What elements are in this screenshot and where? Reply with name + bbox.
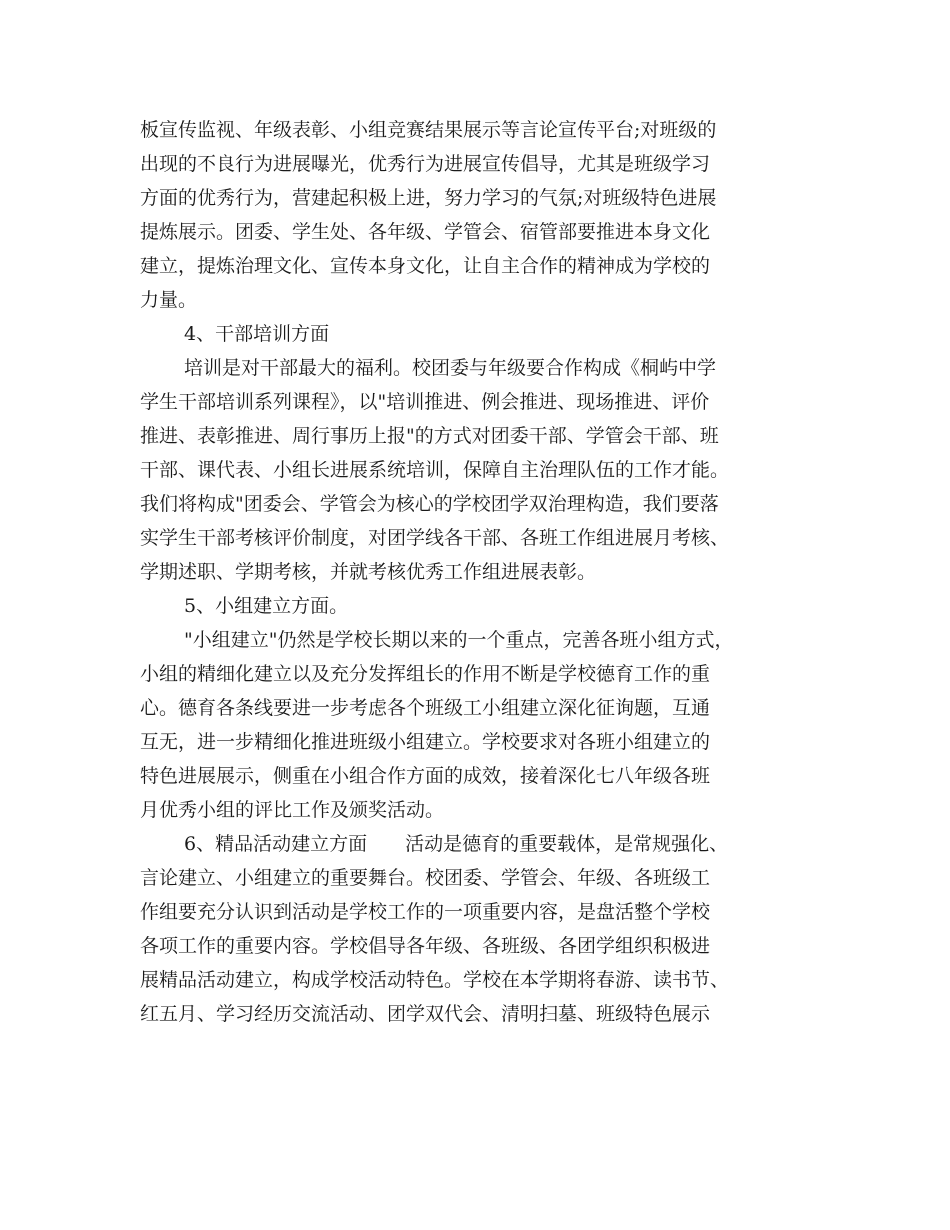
- text-line: 我们将构成"团委会、学管会为核心的学校团学双治理构造，我们要落: [140, 493, 719, 515]
- paragraph-first-line: 培训是对干部最大的福利。校团委与年级要合作构成《桐屿中学: [184, 357, 717, 379]
- text-line: 实学生干部考核评价制度，对团学线各干部、各班工作组进展月考核、: [140, 527, 730, 549]
- text-line: 言论建立、小组建立的重要舞台。校团委、学管会、年级、各班级工: [140, 867, 711, 889]
- text-line: 展精品活动建立，构成学校活动特色。学校在本学期将春游、读书节、: [140, 969, 730, 991]
- text-line: 建立，提炼治理文化、宣传本身文化，让自主合作的精神成为学校的: [140, 255, 711, 277]
- text-line: 出现的不良行为进展曝光，优秀行为进展宣传倡导，尤其是班级学习: [140, 153, 711, 175]
- text-line: 板宣传监视、年级表彰、小组竞赛结果展示等言论宣传平台;对班级的: [140, 119, 717, 141]
- text-line: 推进、表彰推进、周行事历上报"的方式对团委干部、学管会干部、班: [140, 425, 719, 447]
- text-line: 提炼展示。团委、学生处、各年级、学管会、宿管部要推进本身文化: [140, 221, 711, 243]
- text-line: 学生干部培训系列课程》，以"培训推进、例会推进、现场推进、评价: [140, 391, 710, 413]
- text-line: 互无，进一步精细化推进班级小组建立。学校要求对各班小组建立的: [140, 731, 711, 753]
- paragraph-first-line: "小组建立"仍然是学校长期以来的一个重点，完善各班小组方式，: [184, 629, 734, 651]
- text-line: 各项工作的重要内容。学校倡导各年级、各班级、各团学组织积极进: [140, 935, 711, 957]
- text-line: 干部、课代表、小组长进展系统培训，保障自主治理队伍的工作才能。: [140, 459, 730, 481]
- section-heading: 6、精品活动建立方面 活动是德育的重要载体，是常规强化、: [184, 833, 729, 855]
- text-line: 力量。: [140, 289, 198, 311]
- text-line: 小组的精细化建立以及充分发挥组长的作用不断是学校德育工作的重: [140, 663, 711, 685]
- text-line: 月优秀小组的评比工作及颁奖活动。: [140, 799, 445, 821]
- text-line: 红五月、学习经历交流活动、团学双代会、清明扫墓、班级特色展示: [140, 1003, 711, 1025]
- text-line: 特色进展展示，侧重在小组合作方面的成效，接着深化七八年级各班: [140, 765, 711, 787]
- document-body: [140, 113, 830, 1031]
- section-heading: 4、干部培训方面: [184, 323, 330, 345]
- text-line: 心。德育各条线要进一步考虑各个班级工小组建立深化征询题，互通: [140, 697, 711, 719]
- text-line: 作组要充分认识到活动是学校工作的一项重要内容，是盘活整个学校: [140, 901, 711, 923]
- text-line: 学期述职、学期考核，并就考核优秀工作组进展表彰。: [140, 561, 597, 583]
- section-heading: 5、小组建立方面。: [184, 595, 349, 617]
- text-line: 方面的优秀行为，营建起积极上进，努力学习的气氛;对班级特色进展: [140, 187, 717, 209]
